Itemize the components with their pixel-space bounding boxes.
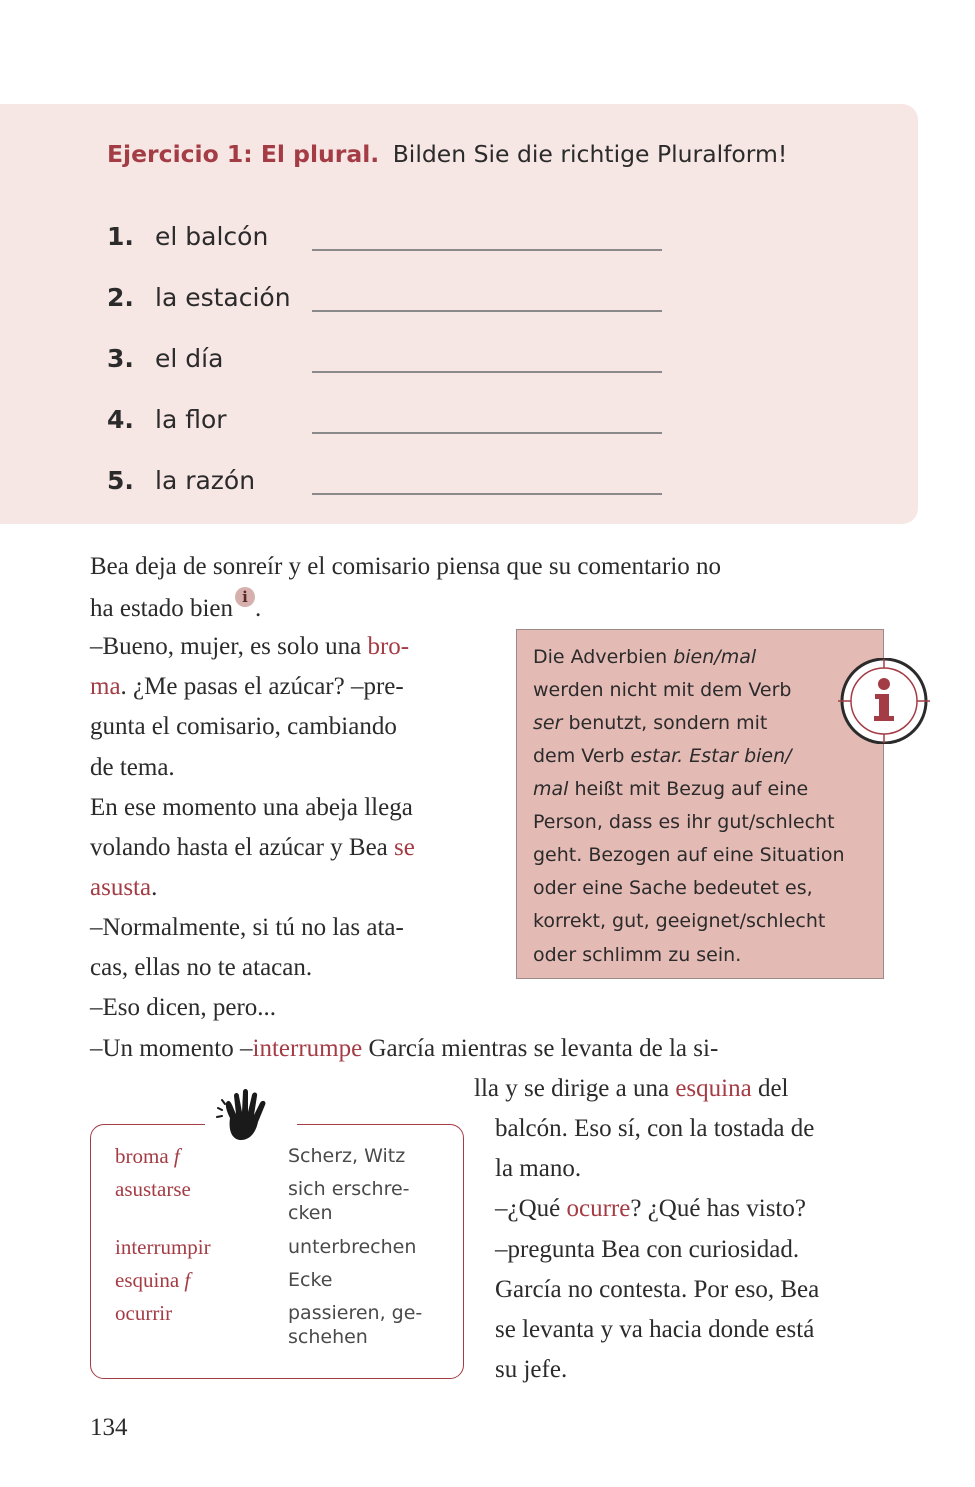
story-text: volando hasta el azúcar y Bea [90, 834, 395, 861]
story-text: –Un momento – [90, 1035, 253, 1062]
story-text: –Bueno, mujer, es solo una [90, 633, 368, 660]
keyword: asusta [90, 874, 152, 901]
story-line: –pregunta Bea con curiosidad. [495, 1236, 800, 1263]
vocab-word: interrumpir [115, 1235, 211, 1259]
story-text: ha estado bien [90, 595, 234, 622]
vocab-term [115, 1268, 190, 1292]
vocab-definition: cken [288, 1202, 333, 1224]
item-word: la estación [155, 283, 291, 312]
vocab-definition: unterbrechen [288, 1236, 417, 1258]
answer-line[interactable] [312, 371, 662, 373]
answer-line[interactable] [312, 249, 662, 251]
story-line: balcón. Eso sí, con la tostada de [495, 1115, 815, 1142]
answer-line[interactable] [312, 432, 662, 434]
keyword: ma [90, 673, 121, 700]
story-text: . [255, 595, 262, 622]
vocab-definition: passieren, ge- [288, 1302, 423, 1324]
vocab-gender: f [184, 1268, 191, 1292]
story-line [90, 667, 404, 707]
story-line: –Normalmente, si tú no las ata- [90, 914, 404, 941]
keyword: ocurre [566, 1195, 631, 1222]
vocab-word: broma [115, 1144, 169, 1168]
exercise-title: Ejercicio 1: El plural. [107, 140, 380, 168]
story-text: –¿Qué [495, 1195, 567, 1222]
info-text-line [533, 707, 767, 740]
info-text-line [533, 641, 756, 674]
story-line: su jefe. [495, 1356, 568, 1383]
vocab-word: ocurrir [115, 1301, 173, 1325]
item-word: el día [155, 344, 224, 373]
story-line: En ese momento una abeja llega [90, 794, 413, 821]
keyword: interrumpe [252, 1035, 363, 1062]
vocab-definition: Ecke [288, 1269, 333, 1291]
story-text: García mientras se levanta de la si- [362, 1035, 719, 1062]
item-word: la razón [155, 466, 256, 495]
info-text-line: werden nicht mit dem Verb [533, 679, 792, 701]
item-word: el balcón [155, 222, 269, 251]
exercise-heading [107, 140, 787, 168]
info-text-italic: estar. Estar bien/ [630, 745, 792, 767]
story-line: García no contesta. Por eso, Bea [495, 1276, 820, 1303]
hand-icon [216, 1088, 272, 1143]
story-line [474, 1069, 789, 1109]
vocab-definition: schehen [288, 1326, 368, 1348]
story-text: . ¿Me pasas el azúcar? –pre- [120, 673, 404, 700]
info-text: heißt mit Bezug auf eine [568, 778, 809, 800]
keyword: se [394, 834, 415, 861]
info-text-line: geht. Bezogen auf eine Situation [533, 844, 845, 866]
info-text-italic: ser [533, 712, 563, 734]
story-line: Bea deja de sonreír y el comisario piensa que su comentario no [90, 553, 722, 580]
story-line: de tema. [90, 754, 175, 781]
story-line: la mano. [495, 1155, 582, 1182]
info-text-italic: bien/mal [673, 646, 757, 668]
vocab-term [115, 1144, 180, 1168]
keyword: esquina [675, 1075, 752, 1102]
story-text: lla y se dirige a una [474, 1075, 676, 1102]
vocab-term [115, 1301, 172, 1325]
story-text: del [751, 1075, 789, 1102]
story-line: gunta el comisario, cambiando [90, 713, 397, 740]
item-number: 1. [107, 222, 134, 251]
item-number: 2. [107, 283, 134, 312]
vocab-definition: Scherz, Witz [288, 1145, 406, 1167]
vocab-term [115, 1235, 211, 1259]
info-text: dem Verb [533, 745, 631, 767]
info-text-line [533, 773, 808, 806]
story-line [90, 868, 157, 908]
keyword: bro- [367, 633, 410, 660]
info-marker-icon[interactable]: i [235, 587, 255, 607]
vocab-term [115, 1177, 191, 1201]
info-text: Die Adverbien [533, 646, 674, 668]
info-text-line: oder schlimm zu sein. [533, 944, 742, 966]
info-text-line: Person, dass es ihr gut/schlecht [533, 811, 835, 833]
exercise-instruction: Bilden Sie die richtige Pluralform! [392, 140, 788, 168]
info-text-line [533, 740, 792, 773]
story-text: . [151, 874, 158, 901]
story-line [90, 587, 261, 629]
info-text: benutzt, sondern mit [562, 712, 768, 734]
info-text-line: korrekt, gut, geeignet/schlecht [533, 910, 826, 932]
item-number: 3. [107, 344, 134, 373]
story-line [90, 828, 415, 868]
info-icon [838, 658, 930, 744]
item-word: la flor [155, 405, 227, 434]
vocab-word: esquina [115, 1268, 180, 1292]
answer-line[interactable] [312, 310, 662, 312]
item-number: 5. [107, 466, 134, 495]
answer-line[interactable] [312, 493, 662, 495]
story-line [90, 627, 409, 667]
story-line [495, 1189, 806, 1229]
story-line: –Eso dicen, pero... [90, 994, 277, 1021]
page-number: 134 [90, 1414, 128, 1441]
story-line: se levanta y va hacia donde está [495, 1316, 815, 1343]
story-line: cas, ellas no te atacan. [90, 954, 313, 981]
item-number: 4. [107, 405, 134, 434]
info-text-italic: mal [533, 778, 569, 800]
story-line [90, 1029, 718, 1069]
info-text-line: oder eine Sache bedeutet es, [533, 877, 813, 899]
story-text: ? ¿Qué has visto? [630, 1195, 806, 1222]
vocab-word: asustarse [115, 1177, 191, 1201]
vocab-definition: sich erschre- [288, 1178, 410, 1200]
vocab-gender: f [173, 1144, 180, 1168]
